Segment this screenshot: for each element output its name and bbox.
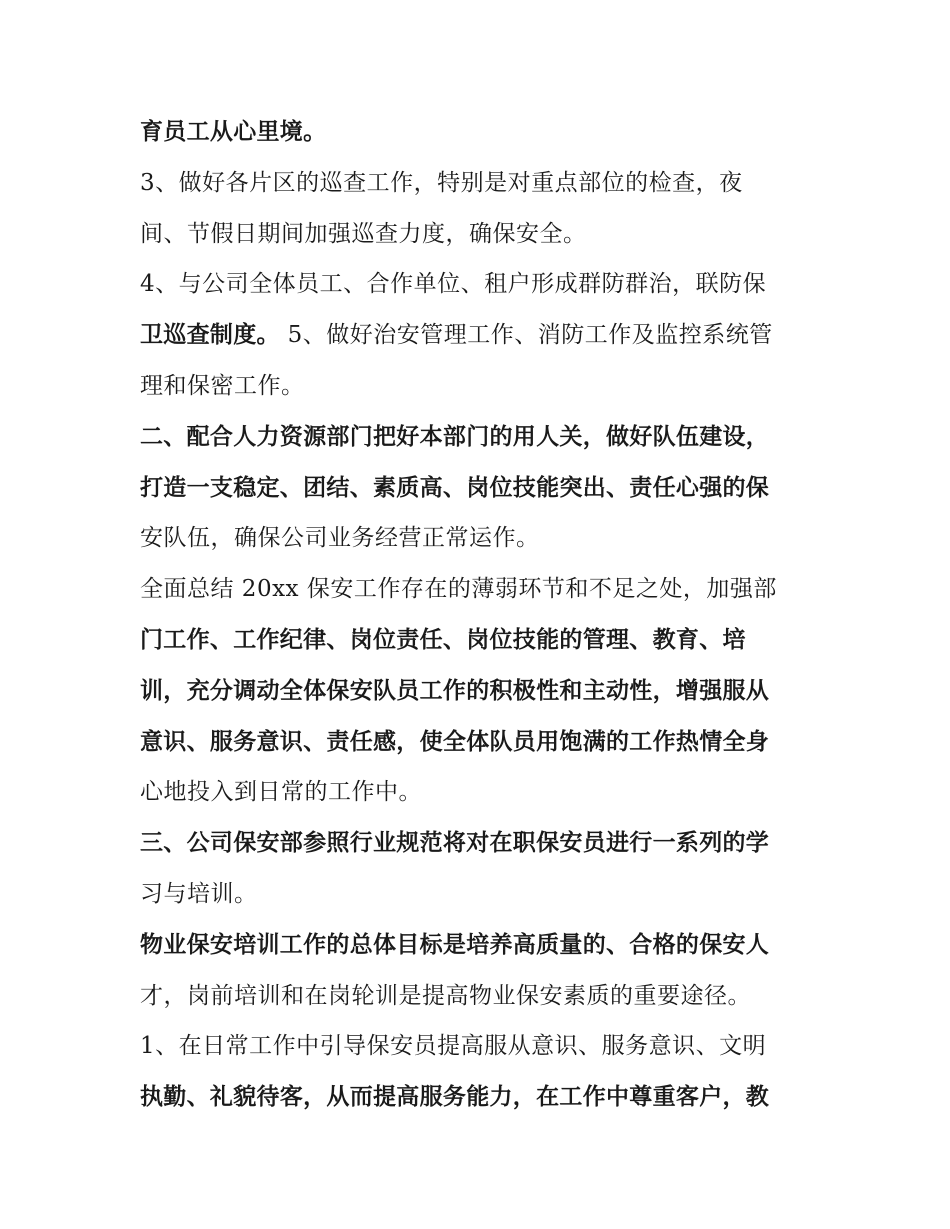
text-segment: 育员工从心里境。 (140, 119, 327, 145)
text-line (140, 513, 820, 564)
text-segment: 安队伍，确保公司业务经营正常运作。 (140, 525, 540, 552)
text-segment: 门工作、工作纪律、岗位责任、岗位技能的管理、教育、培 (140, 626, 746, 653)
text-line (140, 1021, 820, 1072)
text-segment: 二、配合人力资源部门把好本部门的用人关，做好队伍建设， (140, 423, 770, 450)
text-segment: 全面总结 20xx 保安工作存在的薄弱环节和不足之处，加强部 (140, 576, 777, 603)
text-line (140, 767, 820, 818)
text-line (140, 1072, 820, 1123)
text-line (140, 666, 820, 717)
text-segment: 1、在日常工作中引导保安员提高服从意识、服务意识、文明 (140, 1033, 767, 1060)
text-line (140, 361, 820, 412)
text-line (140, 412, 820, 463)
text-line (140, 971, 820, 1022)
text-segment: 心地投入到日常的工作中。 (140, 779, 422, 806)
text-segment: 执勤、礼貌待客，从而提高服务能力，在工作中尊重客户，教 (140, 1084, 770, 1111)
text-line (140, 463, 820, 514)
text-segment: 意识、服务意识、责任感，使全体队员用饱满的工作热情全身 (140, 728, 770, 755)
text-line (140, 259, 820, 310)
text-line (140, 818, 820, 869)
text-segment: 间、节假日期间加强巡查力度，确保安全。 (140, 220, 587, 247)
text-segment: 卫巡查制度。 (140, 322, 280, 349)
text-segment: 理和保密工作。 (140, 372, 305, 399)
text-segment: 才，岗前培训和在岗轮训是提高物业保安素质的重要途径。 (140, 982, 751, 1009)
text-line (140, 310, 820, 361)
text-segment: 习与培训。 (140, 880, 258, 907)
text-line (140, 564, 820, 615)
text-line (140, 717, 820, 768)
text-line (140, 209, 820, 260)
text-line (140, 615, 820, 666)
document-body (140, 107, 820, 1123)
text-line (140, 920, 820, 971)
text-segment: 打造一支稳定、团结、素质高、岗位技能突出、责任心强的保 (140, 474, 770, 501)
text-segment: 3、做好各片区的巡查工作，特别是对重点部位的检查，夜 (140, 169, 743, 196)
text-line (140, 869, 820, 920)
text-segment: 5、做好治安管理工作、消防工作及监控系统管 (279, 322, 773, 349)
text-segment: 物业保安培训工作的总体目标是培养高质量的、合格的保安人 (140, 931, 770, 958)
text-segment: 三、公司保安部参照行业规范将对在职保安员进行一系列的学 (140, 830, 770, 857)
text-segment: 4、与公司全体员工、合作单位、租户形成群防群治，联防保 (140, 271, 767, 298)
text-segment: 训，充分调动全体保安队员工作的积极性和主动性，增强服从 (140, 677, 770, 704)
text-line (140, 158, 820, 209)
text-line (140, 107, 820, 158)
